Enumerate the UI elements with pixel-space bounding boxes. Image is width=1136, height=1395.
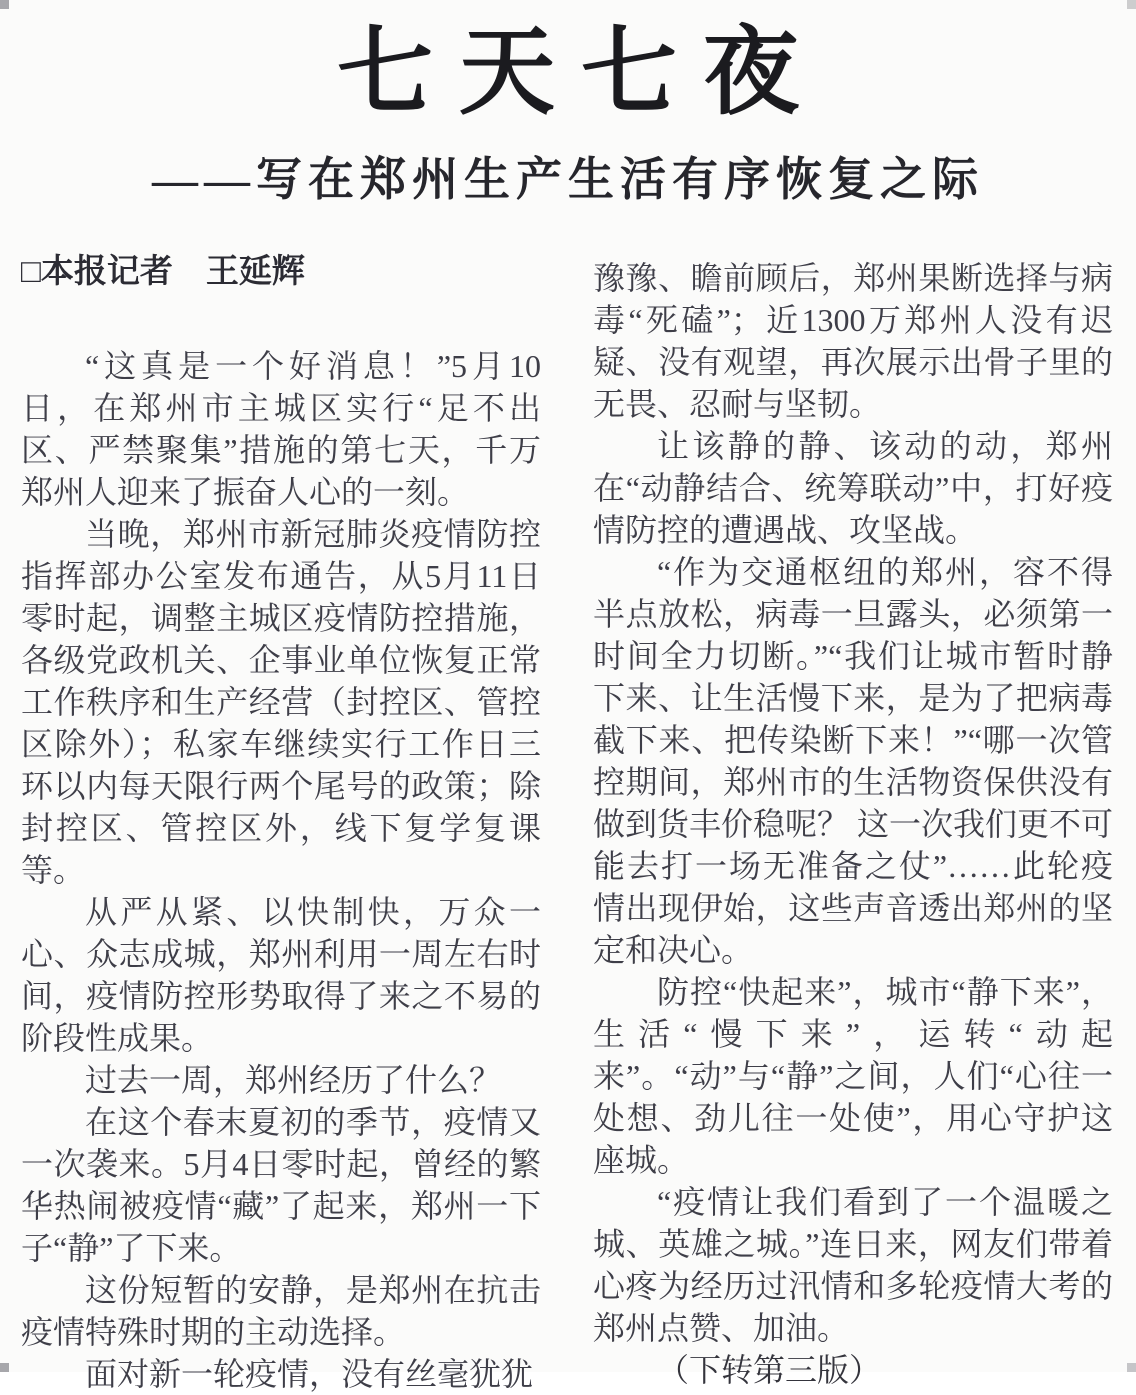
paragraph: 防控“快起来”，城市“静下来”，生活“慢下来”，运转“动起来”。“动”与“静”之间，人们“心往一处想、劲儿往一处使”，用心守护这座城。 [593,974,1113,1178]
column-right-paragraphs [593,257,1113,1391]
column-left [21,250,541,1392]
column-left-paragraphs [21,345,541,1395]
paragraph: 在这个春末夏初的季节，疫情又一次袭来。5月4日零时起，曾经的繁华热闹被疫情“藏”了起来，郑州一下子“静”了下来。 [21,1104,541,1266]
paragraph: 当晚，郑州市新冠肺炎疫情防控指挥部办公室发布通告，从5月11日零时起，调整主城区疫情防控措施，各级党政机关、企事业单位恢复正常工作秩序和生产经营（封控区、管控区除外）；私家车继续实行工作日三环以内每天限行两个尾号的政策；除封控区、管控区外，线下复学复课等。 [21,516,541,888]
paragraph: 从严从紧、以快制快，万众一心、众志成城，郑州利用一周左右时间，疫情防控形势取得了来之不易的阶段性成果。 [21,894,541,1056]
article-body [21,250,1114,1392]
scan-corner-mark [0,0,9,9]
article-subtitle: ——写在郑州生产生活有序恢复之际 [152,154,984,205]
column-right [593,250,1114,1388]
paragraph: 过去一周，郑州经历了什么？ [85,1062,502,1098]
article-title: 七天七夜 [337,15,825,128]
paragraph: 面对新一轮疫情，没有丝毫犹犹 [85,1356,534,1392]
paragraph: “这真是一个好消息！”5月10日，在郑州市主城区实行“足不出区、严禁聚集”措施的第七天，千万郑州人迎来了振奋人心的一刻。 [21,348,541,510]
article-header [0,0,1136,208]
scan-corner-mark [0,1363,9,1372]
continuation-note: （下转第三版） [657,1352,882,1388]
paragraph: 这份短暂的安静，是郑州在抗击疫情特殊时期的主动选择。 [21,1272,541,1350]
paragraph: 让该静的静、该动的动，郑州在“动静结合、统筹联动”中，打好疫情防控的遭遇战、攻坚战。 [593,428,1113,548]
scan-corner-mark [1127,0,1136,9]
paragraph: 豫豫、瞻前顾后，郑州果断选择与病毒“死磕”；近1300万郑州人没有迟疑、没有观望，再次展示出骨子里的无畏、忍耐与坚韧。 [593,260,1113,422]
paragraph: “作为交通枢纽的郑州，容不得半点放松，病毒一旦露头，必须第一时间全力切断。”“我们让城市暂时静下来、让生活慢下来，是为了把病毒截下来、把传染断下来！”“哪一次管控期间，郑州市的生活物资保供没有做到货丰价稳呢？ 这一次我们更不可能去打一场无准备之仗”……此轮疫情出现伊始，这些声音透出郑州的坚定和决心。 [593,554,1114,968]
byline: □本报记者 王延辉 [21,252,305,289]
scan-corner-mark [1127,1363,1136,1372]
paragraph: “疫情让我们看到了一个温暖之城、英雄之城。”连日来，网友们带着心疼为经历过汛情和多轮疫情大考的郑州点赞、加油。 [593,1184,1113,1346]
